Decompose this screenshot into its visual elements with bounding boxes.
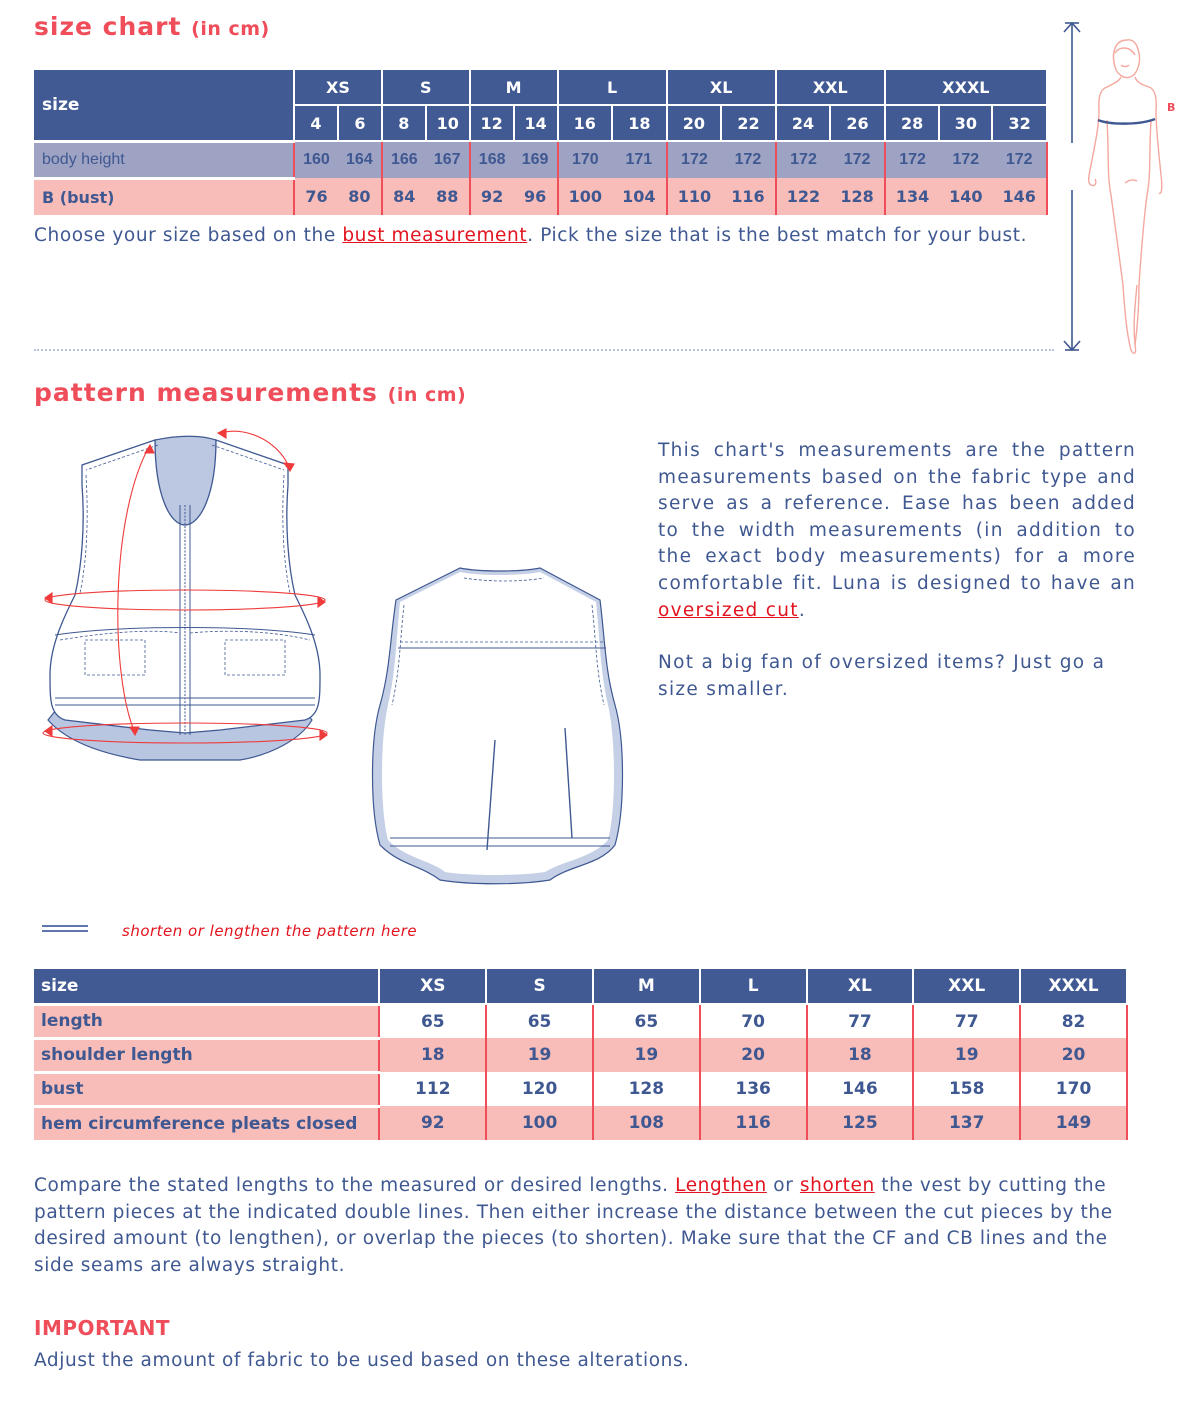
table-cell: 164: [338, 141, 382, 178]
table-cell: 65: [379, 1004, 486, 1038]
table-cell: 112: [379, 1072, 486, 1106]
pattern-title: [34, 378, 466, 407]
table-cell: 160: [294, 141, 338, 178]
size-number: 28: [885, 105, 940, 141]
pattern-header-row: [34, 968, 1127, 1004]
table-cell: 19: [913, 1038, 1020, 1072]
size-number: 20: [667, 105, 722, 141]
size-number: 26: [830, 105, 885, 141]
alteration-note: [34, 1173, 1134, 1279]
table-cell: 137: [913, 1106, 1020, 1140]
table-cell: 18: [807, 1038, 914, 1072]
size-group-xxxl: XXXL: [885, 69, 1047, 105]
table-cell: 70: [700, 1004, 807, 1038]
table-cell: 122: [776, 178, 831, 215]
size-number: 4: [294, 105, 338, 141]
table-cell: 136: [700, 1072, 807, 1106]
table-cell: 100: [558, 178, 613, 215]
table-cell: 20: [1020, 1038, 1127, 1072]
table-cell: 172: [830, 141, 885, 178]
row-label: hem circumference pleats closed: [34, 1106, 379, 1140]
table-cell: 172: [992, 141, 1047, 178]
size-number: 30: [939, 105, 992, 141]
table-cell: 134: [885, 178, 940, 215]
table-row: [34, 1106, 1127, 1140]
size-chart-table: [34, 68, 1048, 215]
table-cell: 110: [667, 178, 722, 215]
bust-row: [34, 178, 1047, 215]
table-cell: 170: [1020, 1072, 1127, 1106]
woman-figure-icon: [1089, 40, 1162, 353]
table-cell: 65: [593, 1004, 700, 1038]
bust-measurement-link[interactable]: bust measurement: [342, 225, 528, 246]
size-column-header: L: [700, 968, 807, 1004]
row-label-bold: B: [42, 187, 55, 207]
table-cell: 77: [807, 1004, 914, 1038]
note-text: Compare the stated lengths to the measured or desired lengths.: [34, 1175, 676, 1196]
description-paragraph-1: [658, 438, 1136, 624]
row-label: [34, 178, 294, 215]
size-number: 8: [382, 105, 426, 141]
table-cell: 172: [776, 141, 831, 178]
table-row: [34, 1072, 1127, 1106]
section-divider: [34, 349, 1054, 351]
table-cell: 149: [1020, 1106, 1127, 1140]
size-group-row: [34, 69, 1047, 105]
size-group-xxl: XXL: [776, 69, 885, 105]
table-cell: 146: [992, 178, 1047, 215]
size-header: size: [34, 968, 379, 1004]
row-label: [34, 141, 294, 178]
bust-measure-line: [1098, 101, 1175, 124]
size-chart-unit: (in cm): [191, 18, 270, 40]
row-label-text: (bust): [59, 187, 115, 207]
table-cell: 146: [807, 1072, 914, 1106]
height-arrow-icon: [1064, 23, 1080, 350]
table-cell: 100: [486, 1106, 593, 1140]
size-choice-note: [34, 225, 1027, 246]
size-column-header: XL: [807, 968, 914, 1004]
size-column-header: XXL: [913, 968, 1020, 1004]
table-cell: 18: [379, 1038, 486, 1072]
note-text: Choose your size based on the: [34, 225, 343, 246]
vest-back-illustration: [360, 560, 640, 890]
table-cell: 125: [807, 1106, 914, 1140]
size-group-xs: XS: [294, 69, 382, 105]
shorten-link[interactable]: shorten: [799, 1175, 875, 1196]
size-group-xl: XL: [667, 69, 776, 105]
size-column-header: XS: [379, 968, 486, 1004]
table-cell: 172: [939, 141, 992, 178]
table-cell: 172: [885, 141, 940, 178]
table-cell: 116: [700, 1106, 807, 1140]
pattern-title-unit: (in cm): [387, 384, 467, 406]
double-line-icon: [42, 925, 88, 932]
legend-text: shorten or lengthen the pattern here: [122, 922, 418, 940]
table-cell: 80: [338, 178, 382, 215]
lengthen-link[interactable]: Lengthen: [675, 1175, 767, 1196]
description-text: .: [798, 599, 806, 621]
table-cell: 168: [470, 141, 514, 178]
pattern-measurements-table: [34, 967, 1128, 1140]
size-column-header: S: [486, 968, 593, 1004]
table-cell: 104: [612, 178, 667, 215]
table-cell: 128: [830, 178, 885, 215]
table-cell: 77: [913, 1004, 1020, 1038]
note-text: or: [766, 1175, 800, 1196]
size-number: 6: [338, 105, 382, 141]
size-number: 16: [558, 105, 613, 141]
size-group-s: S: [382, 69, 470, 105]
note-text: the vest by cutting the pattern pieces at the indicated double lines. Then either increase the distance between the cut pieces by the desired amount (to lengthen), or overlap the pieces (to shorten). Make sure that the CF and CB lines and the side seams are always straight.: [34, 1175, 1113, 1276]
table-cell: 76: [294, 178, 338, 215]
table-cell: 158: [913, 1072, 1020, 1106]
description-paragraph-2: Not a big fan of oversized items? Just go a size smaller.: [658, 652, 1106, 700]
size-number: 10: [426, 105, 470, 141]
size-number: 12: [470, 105, 514, 141]
row-label: shoulder length: [34, 1038, 379, 1072]
table-cell: 128: [593, 1072, 700, 1106]
table-cell: 166: [382, 141, 426, 178]
body-measurement-figure: [1055, 15, 1191, 360]
table-cell: 116: [721, 178, 776, 215]
table-cell: 92: [470, 178, 514, 215]
table-row: [34, 1004, 1127, 1038]
pattern-description: [658, 438, 1136, 703]
important-heading: IMPORTANT: [34, 1316, 170, 1340]
size-column-header: XXXL: [1020, 968, 1127, 1004]
table-cell: 172: [667, 141, 722, 178]
note-text: . Pick the size that is the best match for your bust.: [527, 225, 1028, 246]
size-number: 24: [776, 105, 831, 141]
table-cell: 88: [426, 178, 470, 215]
size-number: 22: [721, 105, 776, 141]
table-cell: 171: [612, 141, 667, 178]
vest-front-illustration: [30, 415, 340, 770]
table-cell: 19: [593, 1038, 700, 1072]
oversized-cut-link[interactable]: oversized cut: [658, 599, 799, 621]
table-cell: 20: [700, 1038, 807, 1072]
table-cell: 92: [379, 1106, 486, 1140]
size-number: 32: [992, 105, 1047, 141]
table-cell: 170: [558, 141, 613, 178]
table-cell: 84: [382, 178, 426, 215]
row-label: length: [34, 1004, 379, 1038]
row-label-text: body height: [42, 150, 125, 168]
table-cell: 169: [514, 141, 558, 178]
size-column-header: M: [593, 968, 700, 1004]
table-cell: 167: [426, 141, 470, 178]
table-row: [34, 1038, 1127, 1072]
table-cell: 172: [721, 141, 776, 178]
size-group-l: L: [558, 69, 667, 105]
size-group-m: M: [470, 69, 558, 105]
size-header: size: [34, 69, 294, 141]
pattern-title-text: pattern measurements: [34, 378, 378, 407]
table-cell: 108: [593, 1106, 700, 1140]
size-number: 14: [514, 105, 558, 141]
table-cell: 120: [486, 1072, 593, 1106]
size-chart-title: [34, 12, 270, 41]
table-cell: 82: [1020, 1004, 1127, 1038]
size-number: 18: [612, 105, 667, 141]
size-chart-title-text: size chart: [34, 12, 182, 41]
table-cell: 140: [939, 178, 992, 215]
important-text: Adjust the amount of fabric to be used based on these alterations.: [34, 1350, 690, 1371]
table-cell: 19: [486, 1038, 593, 1072]
body-height-row: [34, 141, 1047, 178]
table-cell: 96: [514, 178, 558, 215]
table-cell: 65: [486, 1004, 593, 1038]
row-label: bust: [34, 1072, 379, 1106]
description-text: This chart's measurements are the pattern measurements based on the fabric type and serve as a reference. Ease has been added to the width measurements (in addition to the exact body measurements) for a more comfortable fit. Luna is designed to have an: [658, 440, 1136, 594]
bust-marker: B: [1167, 101, 1176, 114]
